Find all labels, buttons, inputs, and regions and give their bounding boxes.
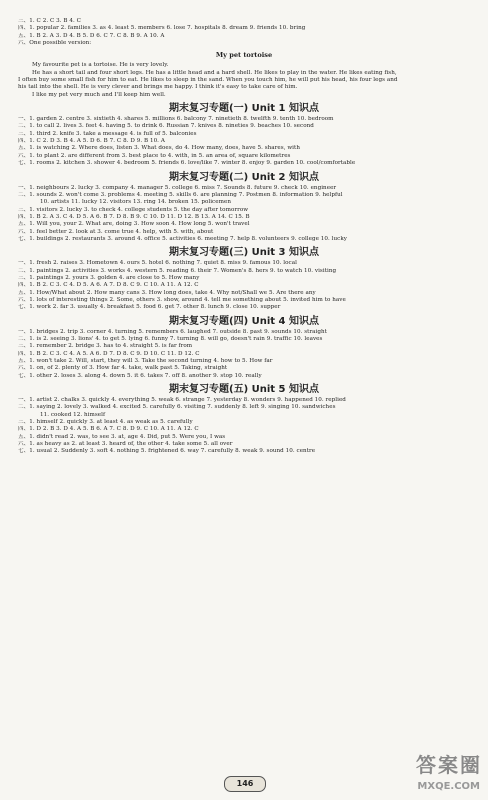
answer-line: 六、1. lots of interesting things 2. Some, others 3. show, around 4. tell me something about 5. invited him to have <box>18 296 346 303</box>
answer-line: 六、1. on, of 2. plenty of 3. How far 4. take, walk past 5. Taking, straight <box>18 365 228 372</box>
answer-line: 三、1. third 2. knife 3. take a message 4. is full of 5. balconies <box>18 130 197 137</box>
essay-title: My pet tortoise <box>215 51 273 60</box>
answer-line: 四、1. B 2. C 3. C 4. A 5. A 6. D 7. D 8. C 9. D 10. C 11. D 12. C <box>18 350 200 357</box>
answer-line: 二、1. to call 2. lives 3. feet 4. having 5. to drink 6. Russian 7. knives 8. nineties 9. beaches 10. second <box>18 123 314 130</box>
answer-line: 七、1. usual 2. Suddenly 3. soft 4. nothing 5. frightened 6. way 7. carefully 8. weak 9. sound 10. centre <box>18 448 316 455</box>
answer-line: 六、1. feel better 2. look at 3. come true 4. help, with 5. with, about <box>18 228 214 235</box>
answer-line: 五、1. is watching 2. Where does, listen 3. What does, do 4. How many, does, have 5. shares, with <box>18 145 300 152</box>
answer-line: 三、1. visitors 2. lucky 3. to check 4. college students 5. the day after tomorrow <box>18 206 249 213</box>
answer-line: 三、1. himself 2. quickly 3. at least 4. as weak as 5. carefully <box>18 419 193 426</box>
page-number: 146 <box>224 776 266 792</box>
answer-line: 七、1. work 2. far 3. usually 4. breakfast 5. food 6. get 7. other 8. lunch 9. close 10. supper <box>18 304 281 311</box>
answer-line: 四、1. popular 2. families 3. as 4. least 5. members 6. lose 7. hospitals 8. dream 9. friends 10. bring <box>18 25 306 32</box>
answer-line: 六、1. to plant 2. are different from 3. best place to 4. with, in 5. an area of, square kilometres <box>18 152 291 159</box>
unit1-title: 期末复习专题(一) Unit 1 知识点 <box>169 103 319 115</box>
answer-line: 四、1. B 2. A 3. C 4. D 5. A 6. B 7. D 8. B 9. C 10. D 11. D 12. B 13. A 14. C 15. B <box>18 213 250 220</box>
answer-line: 五、1. won't take 2. Will, start, they will 3. Take the second turning 4. how to 5. How far <box>18 358 273 365</box>
answer-line: 一、1. neighbours 2. lucky 3. company 4. manager 5. college 6. miss 7. Sounds 8. future 9. check 10. engineer <box>18 184 337 191</box>
essay-line: He has a short tail and four short legs. He has a little head and a hard shell. He likes to play in the water. He likes eating fish, <box>32 69 397 76</box>
answer-line: 七、1. other 2. loses 3. along 4. down 5. it 6. takes 7. off 8. another 9. stop 10. really <box>18 372 262 379</box>
unit1-answers <box>18 116 470 167</box>
essay-line: I like my pet very much and I'll keep him well. <box>32 91 166 98</box>
answer-line: 11. cooked 12. himself <box>40 411 106 418</box>
answer-line: 七、1. rooms 2. kitchen 3. shower 4. bedroom 5. friends 6. love/like 7. winter 8. enjoy 9. garden 10. cool/comfortable <box>18 160 356 167</box>
answer-page <box>18 18 470 456</box>
unit4-title: 期末复习专题(四) Unit 4 知识点 <box>169 315 319 327</box>
unit4-answers <box>18 329 470 380</box>
answer-line: 四、1. C 2. D 3. B 4. A 5. D 6. B 7. C 8. D 9. B 10. A <box>18 138 165 145</box>
unit2-answers <box>18 185 470 244</box>
answer-line: 二、1. paintings 2. activities 3. works 4. western 5. reading 6. their 7. Women's 8. hers 9. to watch 10. visiting <box>18 267 337 274</box>
answer-line: 五、1. didn't read 2. was, to see 3. at, age 4. Did, put 5. Were you, I was <box>18 433 226 440</box>
answer-line: 四、1. D 2. B 3. D 4. A 5. B 6. A 7. C 8. D 9. C 10. A 11. A 12. C <box>18 426 199 433</box>
unit2-title: 期末复习专题(二) Unit 2 知识点 <box>169 171 319 183</box>
answer-line: 五、1. How/What about 2. How many cans 3. How long does, take 4. Why not/Shall we 5. Are there any <box>18 289 316 296</box>
answer-line: 六、1. as heavy as 2. at least 3. heard of, the other 4. take some 5. all over <box>18 441 233 448</box>
unit3-answers <box>18 260 470 311</box>
essay-line: My favourite pet is a tortoise. He is very lovely. <box>32 62 169 69</box>
answer-line: 三、1. C 2. C 3. B 4. C <box>18 18 81 24</box>
answer-line: 一、1. bridges 2. trip 3. corner 4. turning 5. remembers 6. laughed 7. outside 8. past 9. sounds 10. straight <box>18 328 327 335</box>
unit5-title: 期末复习专题(五) Unit 5 知识点 <box>169 384 319 396</box>
answer-line: 四、1. B 2. C 3. C 4. D 5. A 6. A 7. D 8. C 9. C 10. A 11. A 12. C <box>18 282 199 289</box>
answer-line: 一、1. fresh 2. raises 3. Hometown 4. ours 5. hotel 6. nothing 7. quiet 8. miss 9. famous 10. local <box>18 260 297 267</box>
essay-line: I often buy some small fish for him to eat. He likes to sleep in the sand. When you touch him, he will put his head, his four legs and <box>18 77 398 84</box>
answer-line: 七、1. buildings 2. restaurants 3. around 4. office 5. activities 6. meeting 7. help 8. volunteers 9. college 10. lucky <box>18 235 347 242</box>
answer-line: 二、1. sounds 2. won't come 3. problems 4. meeting 5. skills 6. are planning 7. Postmen 8. information 9. helpful <box>18 191 343 198</box>
answer-line: 一、1. artist 2. chalks 3. quickly 4. everything 5. weak 6. strange 7. yesterday 8. wonders 9. happened 10. replied <box>18 397 346 404</box>
answer-line: 一、1. garden 2. centre 3. sixtieth 4. shares 5. millions 6. balcony 7. ninetieth 8. twelfth 9. tenth 10. bedroom <box>18 116 334 123</box>
answer-line: 三、1. paintings 2. yours 3. golden 4. are close to 5. How many <box>18 274 200 281</box>
answer-line: 10. artists 11. lucky 12. visitors 13. ring 14. broken 15. policemen <box>40 199 231 206</box>
answer-line: 二、1. saying 2. lovely 3. walked 4. excited 5. carefully 6. visiting 7. suddenly 8. left 9. singing 10. sandwiches <box>18 404 336 411</box>
watermark-url: MXQE.COM <box>417 781 480 792</box>
answer-line: 五、1. B 2. A 3. D 4. B 5. D 6. C 7. C 8. B 9. A 10. A <box>18 32 165 39</box>
unit3-title: 期末复习专题(三) Unit 3 知识点 <box>169 247 319 259</box>
answer-line: 六、One possible version: <box>18 40 92 47</box>
answer-line: 三、1. remember 2. bridge 3. has to 4. straight 5. is far from <box>18 343 193 350</box>
answer-line: 五、1. Will you, your 2. What are, doing 3. How soon 4. How long 5. won't travel <box>18 221 250 228</box>
watermark-text: 答案圈 <box>416 753 482 777</box>
unit5-answers <box>18 397 470 456</box>
essay <box>18 62 470 99</box>
answer-line: 二、1. is 2. seeing 3. lions' 4. to get 5. lying 6. funny 7. turning 8. will go, doesn't rain 9. traffic 10. leaves <box>18 336 323 342</box>
essay-line: his tail into the shell. He is very clever and brings me happy. I think it's easy to take care of him. <box>18 84 298 91</box>
block1 <box>18 18 470 47</box>
